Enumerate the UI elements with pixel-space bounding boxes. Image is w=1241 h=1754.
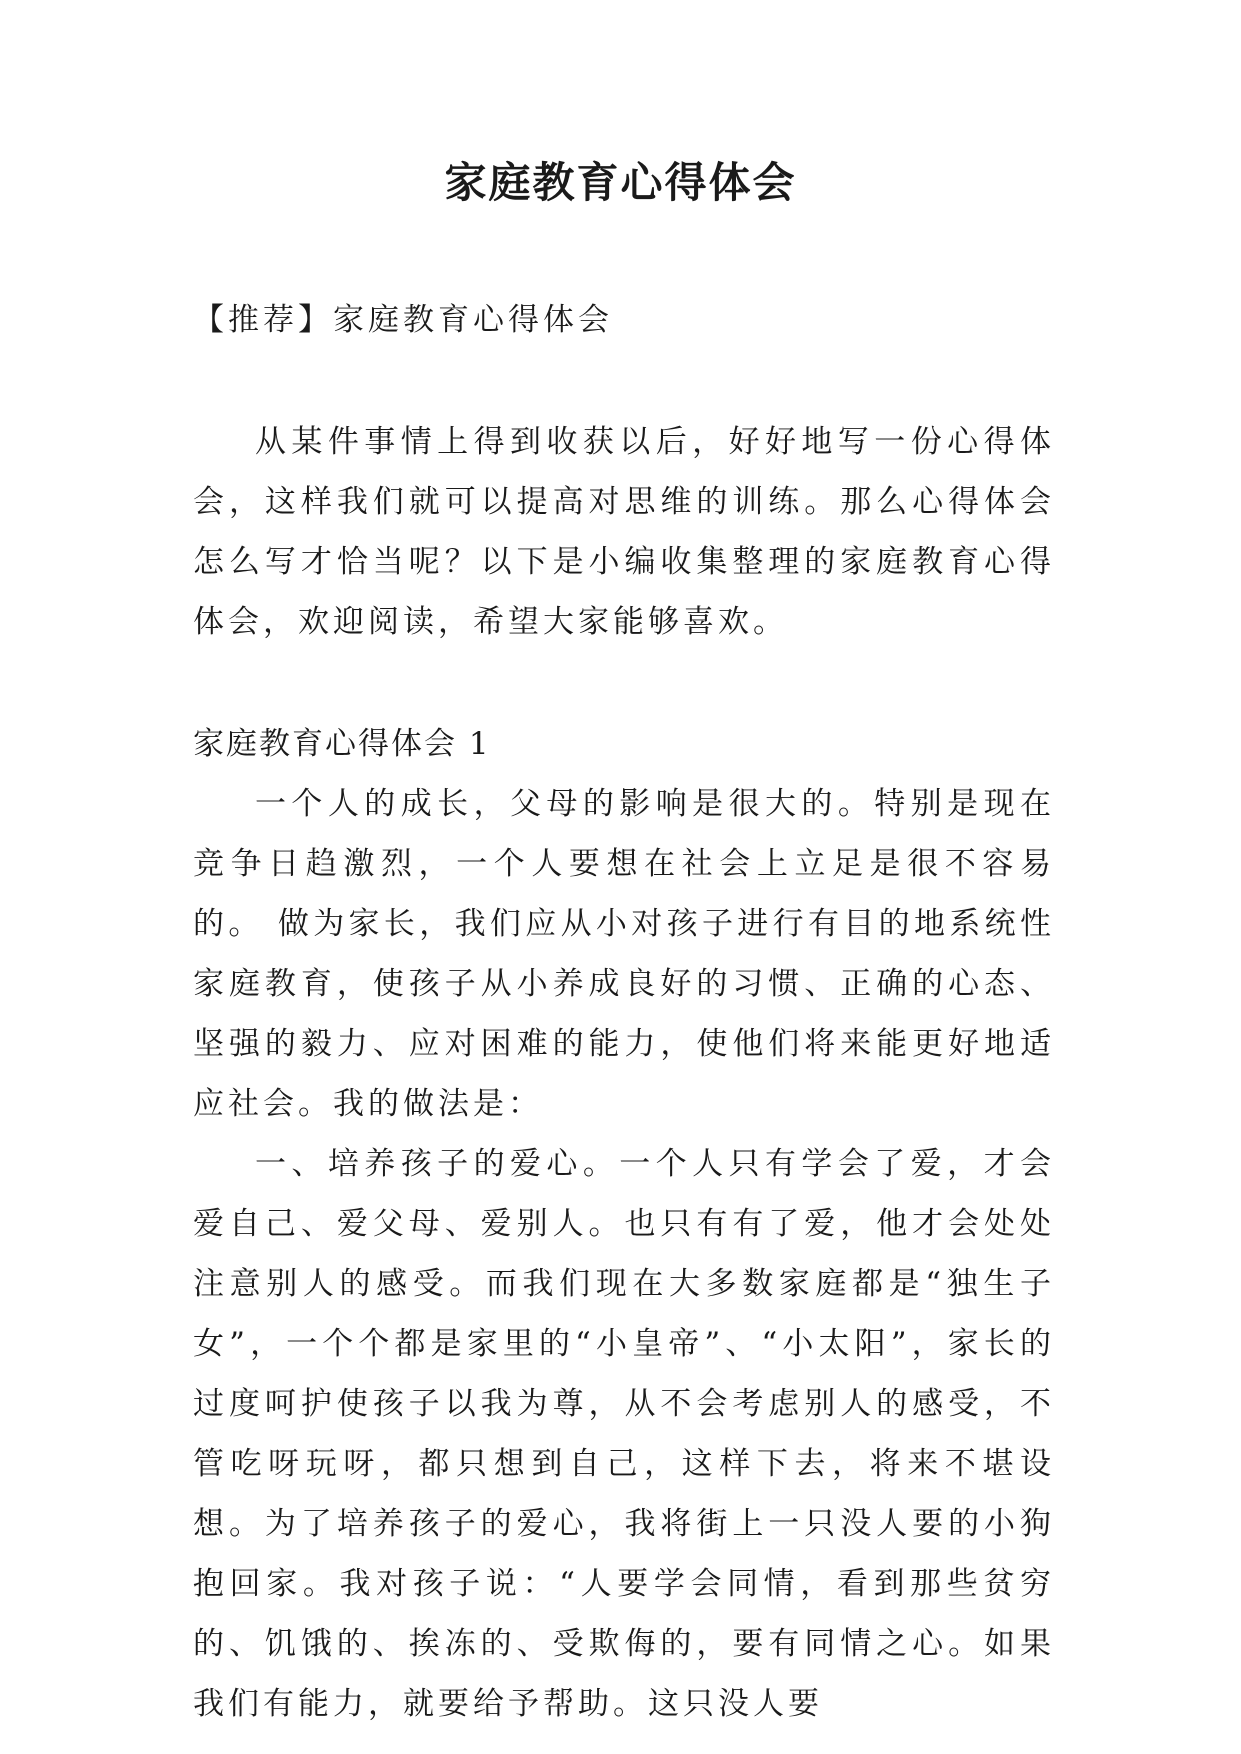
body-paragraph: 一个人的成长，父母的影响是很大的。特别是现在竞争日趋激烈，一个人要想在社会上立足是很不容易的。 做为家长，我们应从小对孩子进行有目的地系统性家庭教育，使孩子从小养成良好的习惯、正确的心态、坚强的毅力、应对困难的能力，使他们将来能更好地适应社会。我的做法是： — [193, 786, 1055, 1122]
body-paragraph: 一、培养孩子的爱心。一个人只有学会了爱，才会爱自己、爱父母、爱别人。也只有有了爱，他才会处处注意别人的感受。而我们现在大多数家庭都是“独生子女”，一个个都是家里的“小皇帝”、“小太阳”，家长的过度呵护使孩子以我为尊，从不会考虑别人的感受，不管吃呀玩呀，都只想到自己，这样下去，将来不堪设想。为了培养孩子的爱心，我将街上一只没人要的小狗抱回家。我对孩子说：“人要学会同情，看到那些贫穷的、饥饿的、挨冻的、受欺侮的，要有同情之心。如果我们有能力，就要给予帮助。这只没人要 — [193, 1146, 1055, 1722]
intro-paragraph: 从某件事情上得到收获以后，好好地写一份心得体会，这样我们就可以提高对思维的训练。那么心得体会怎么写才恰当呢？以下是小编收集整理的家庭教育心得体会，欢迎阅读，希望大家能够喜欢。 — [193, 424, 1055, 640]
section-heading: 家庭教育心得体会 1 — [193, 726, 491, 762]
recommend-line: 【推荐】家庭教育心得体会 — [193, 302, 613, 338]
document-title: 家庭教育心得体会 — [444, 158, 797, 207]
document-body — [193, 290, 1055, 1734]
